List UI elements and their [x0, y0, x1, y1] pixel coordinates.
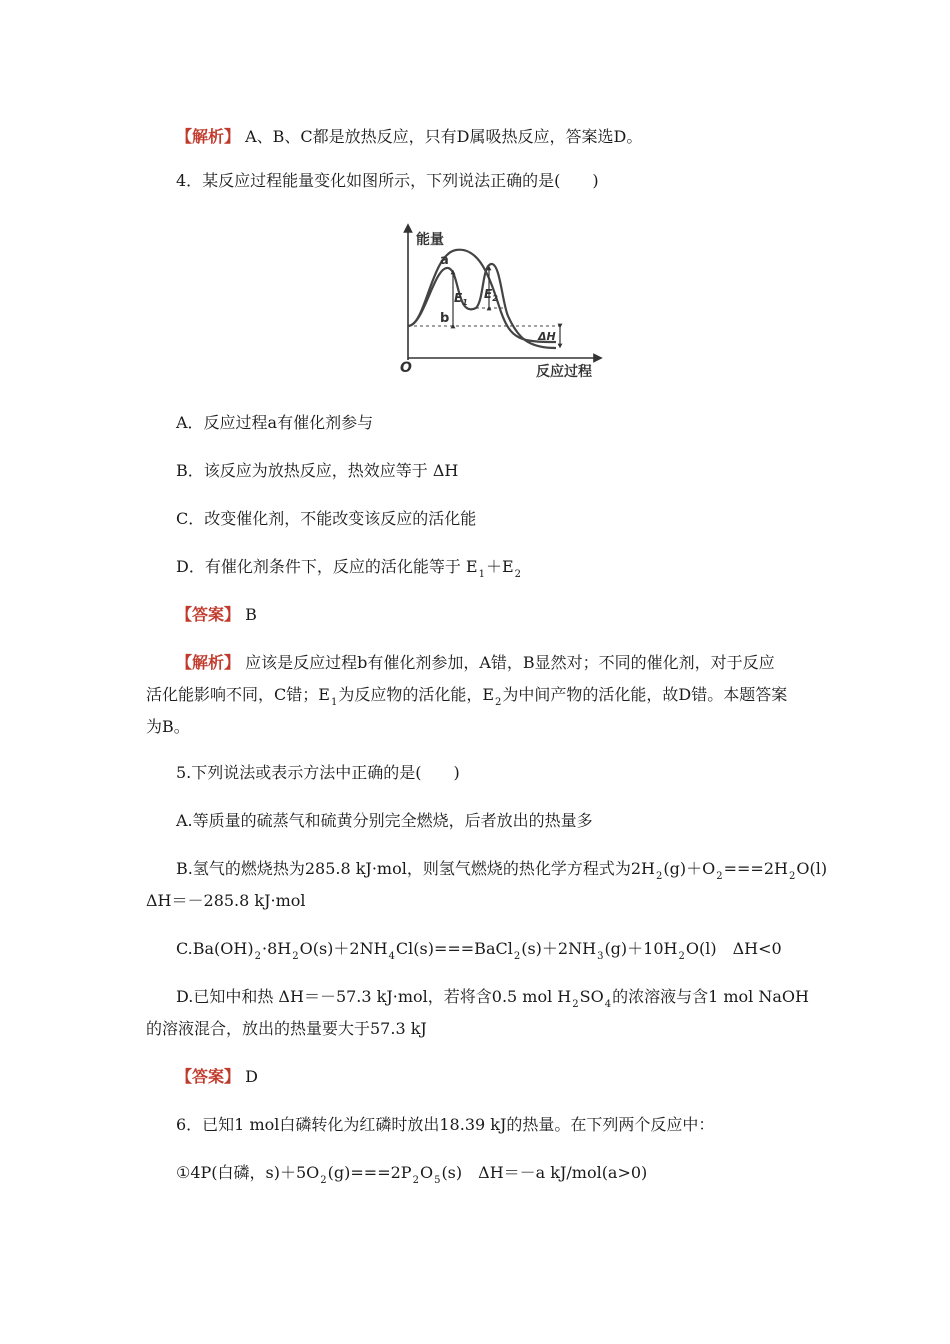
q5-option-b-line1: B.氢气的燃烧热为285.8 kJ·mol，则氢气燃烧的热化学方程式为$2H_2(g)+O_2===2H_2O(l)$: [176, 859, 828, 882]
dh-label: ΔH: [538, 330, 556, 343]
curve-b-label: b: [440, 311, 450, 326]
q5-option-d-line1: D.已知中和热 ΔH＝－57.3 kJ·mol，若将含0.5 mol $H_2SO_4$的浓溶液与含1 mol NaOH: [176, 987, 809, 1010]
e2-label: $E_2$: [484, 287, 498, 303]
e1-label: $E_1$: [454, 291, 468, 307]
analysis-text: A、B、C都是放热反应，只有D属吸热反应，答案选D。: [240, 127, 643, 146]
q4-analysis-line3: 为B。: [146, 717, 190, 736]
q5-answer: [176, 1066, 258, 1088]
q5-stem: 5.下列说法或表示方法中正确的是( ): [176, 763, 460, 782]
q6-stem: 6．已知1 mol白磷转化为红磷时放出18.39 kJ的热量。在下列两个反应中：: [176, 1115, 715, 1134]
answer-tag: 【答案】: [176, 1067, 241, 1086]
analysis-tag: 【解析】: [176, 127, 241, 146]
x-axis-label: 反应过程: [536, 364, 592, 380]
answer-tag: 【答案】: [176, 605, 241, 624]
q5-option-c: $C.Ba(OH)_2\cdot 8H_2O(s)+2NH_4Cl(s)===BaCl_2(s)+2NH_3(g)+10H_2O(l)$ ΔH<0: [176, 939, 782, 962]
q5-option-b-line2: ΔH＝－285.8 kJ·mol: [146, 891, 306, 910]
q4-option-d: D．有催化剂条件下，反应的活化能等于 $E_1+E_2$: [176, 557, 522, 580]
q4-option-a: A．反应过程a有催化剂参与: [176, 413, 374, 432]
q5-option-d-line2: 的溶液混合，放出的热量要大于57.3 kJ: [146, 1019, 427, 1038]
y-axis-label: 能量: [416, 232, 444, 248]
curve-a: [408, 250, 556, 342]
curve-b: [408, 264, 556, 348]
q4-option-c: C．改变催化剂，不能改变该反应的活化能: [176, 509, 477, 528]
q4-analysis-line2: 活化能影响不同，C错；$E_1$为反应物的活化能，$E_2$为中间产物的活化能，故D错。本题答案: [146, 685, 788, 708]
origin-label: O: [400, 360, 412, 376]
answer-value: B: [240, 605, 257, 624]
q4-answer: [176, 604, 257, 626]
q6-equation-1: ①4P(白磷，$s)+5O_2(g)===2P_2O_5(s)$ ΔH＝－a kJ/mol(a>0): [176, 1163, 648, 1186]
answer-value: D: [240, 1067, 258, 1086]
q5-option-a: A.等质量的硫蒸气和硫黄分别完全燃烧，后者放出的热量多: [176, 811, 593, 830]
energy-diagram: [396, 222, 608, 384]
q3-analysis: [176, 126, 642, 148]
q4-stem: 4．某反应过程能量变化如图所示，下列说法正确的是( ): [176, 171, 599, 190]
q4-analysis-line1: 【解析】 应该是反应过程b有催化剂参加，A错，B显然对；不同的催化剂，对于反应: [176, 653, 775, 672]
analysis-tag: 【解析】: [176, 653, 241, 672]
curve-a-label: a: [440, 253, 449, 268]
q4-option-b: B．该反应为放热反应，热效应等于 ΔH: [176, 461, 459, 480]
